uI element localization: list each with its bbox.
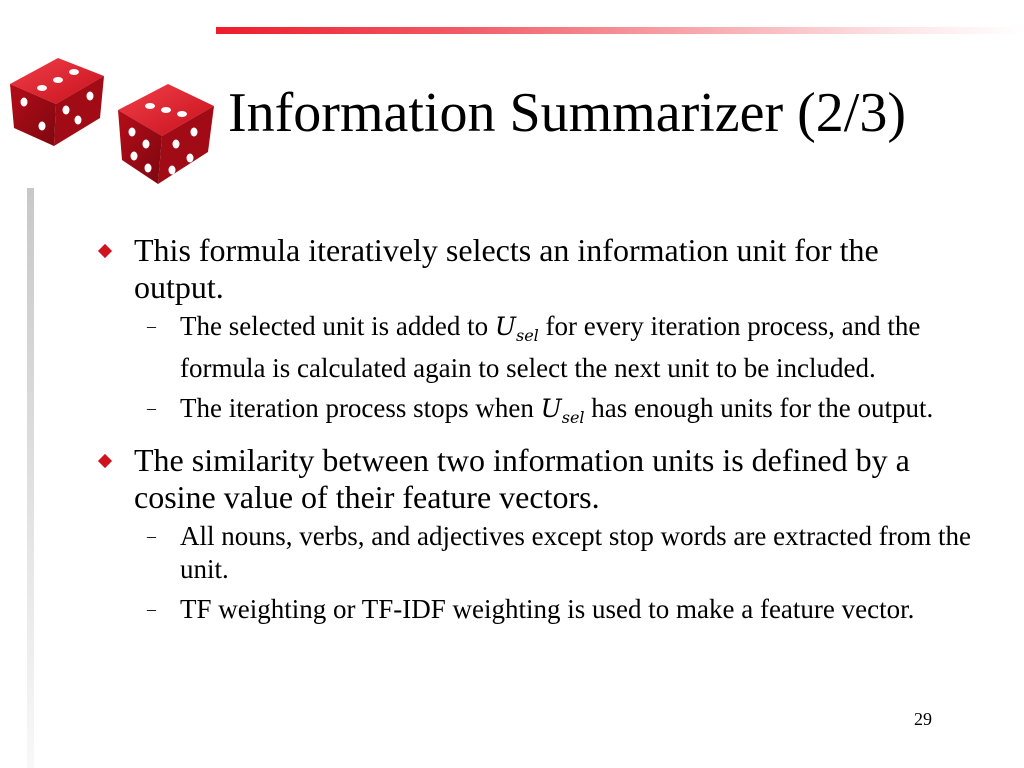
sub-bullet-text-after: for every iteration process, and the formula is calculated again to select the next unit to be included. <box>180 311 921 383</box>
sub-bullet-item <box>134 392 974 434</box>
sub-bullet-text-before: The selected unit is added to <box>180 311 495 341</box>
math-symbol <box>494 312 539 345</box>
top-accent-bar <box>216 27 1024 34</box>
sub-bullet-list <box>134 310 974 434</box>
page-number: 29 <box>914 709 932 729</box>
math-subscript: sel <box>561 408 585 427</box>
sub-bullet-text-after: has enough units for the output. <box>584 393 934 423</box>
math-subscript: sel <box>515 326 539 345</box>
bullet-text: The similarity between two information units is defined by a cosine value of their feature vectors. <box>134 442 910 515</box>
math-main: U <box>494 312 516 341</box>
dash-bullet-icon: – <box>147 398 156 418</box>
bullet-item <box>94 232 974 434</box>
red-dice-icon <box>0 40 230 200</box>
bullet-text: This formula iteratively selects an information unit for the output. <box>134 232 879 305</box>
sub-bullet-text-before: The iteration process stops when <box>180 393 541 423</box>
dash-bullet-icon: – <box>147 526 156 546</box>
left-accent-bar <box>27 188 34 768</box>
die-left <box>10 58 104 146</box>
math-main: U <box>540 394 562 423</box>
math-symbol <box>540 394 585 427</box>
dash-bullet-icon: – <box>147 316 156 336</box>
sub-bullet-item <box>134 310 974 385</box>
die-right <box>118 84 214 184</box>
diamond-bullet-icon <box>98 244 112 258</box>
sub-bullet-text: TF weighting or TF-IDF weighting is used to make a feature vector. <box>180 594 915 624</box>
dash-bullet-icon: – <box>147 599 156 619</box>
sub-bullet-text: All nouns, verbs, and adjectives except stop words are extracted from the unit. <box>180 521 971 584</box>
slide-title: Information Summarizer (2/3) <box>228 82 907 144</box>
slide-content <box>94 232 974 633</box>
bullet-item <box>94 442 974 626</box>
sub-bullet-list <box>134 520 974 626</box>
sub-bullet-item <box>134 593 974 626</box>
sub-bullet-item <box>134 520 974 586</box>
diamond-bullet-icon <box>98 454 112 468</box>
